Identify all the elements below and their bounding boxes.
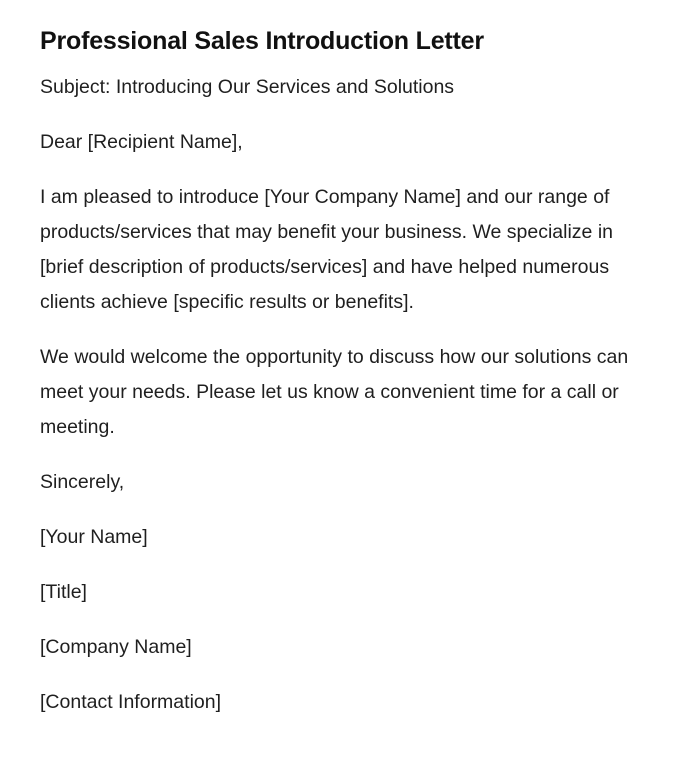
signature-title: [Title] (40, 581, 87, 603)
subject-line: Subject: Introducing Our Services and Solutions (40, 76, 455, 98)
signature-company: [Company Name] (40, 636, 192, 658)
letter-document (40, 24, 650, 740)
body-paragraph-2: We would welcome the opportunity to discuss how our solutions can meet your needs. Please let us know a convenient time for a call or meeting. (40, 346, 629, 438)
body-paragraph-1: I am pleased to introduce [Your Company Name] and our range of products/services that may benefit your business. We specialize in [brief description of products/services] and have helped numerous clients achieve [specific results or benefits]. (40, 186, 613, 313)
signature-name: [Your Name] (40, 526, 148, 548)
salutation: Dear [Recipient Name], (40, 131, 243, 153)
closing: Sincerely, (40, 471, 125, 493)
signature-contact: [Contact Information] (40, 691, 222, 713)
document-title: Professional Sales Introduction Letter (40, 27, 484, 55)
